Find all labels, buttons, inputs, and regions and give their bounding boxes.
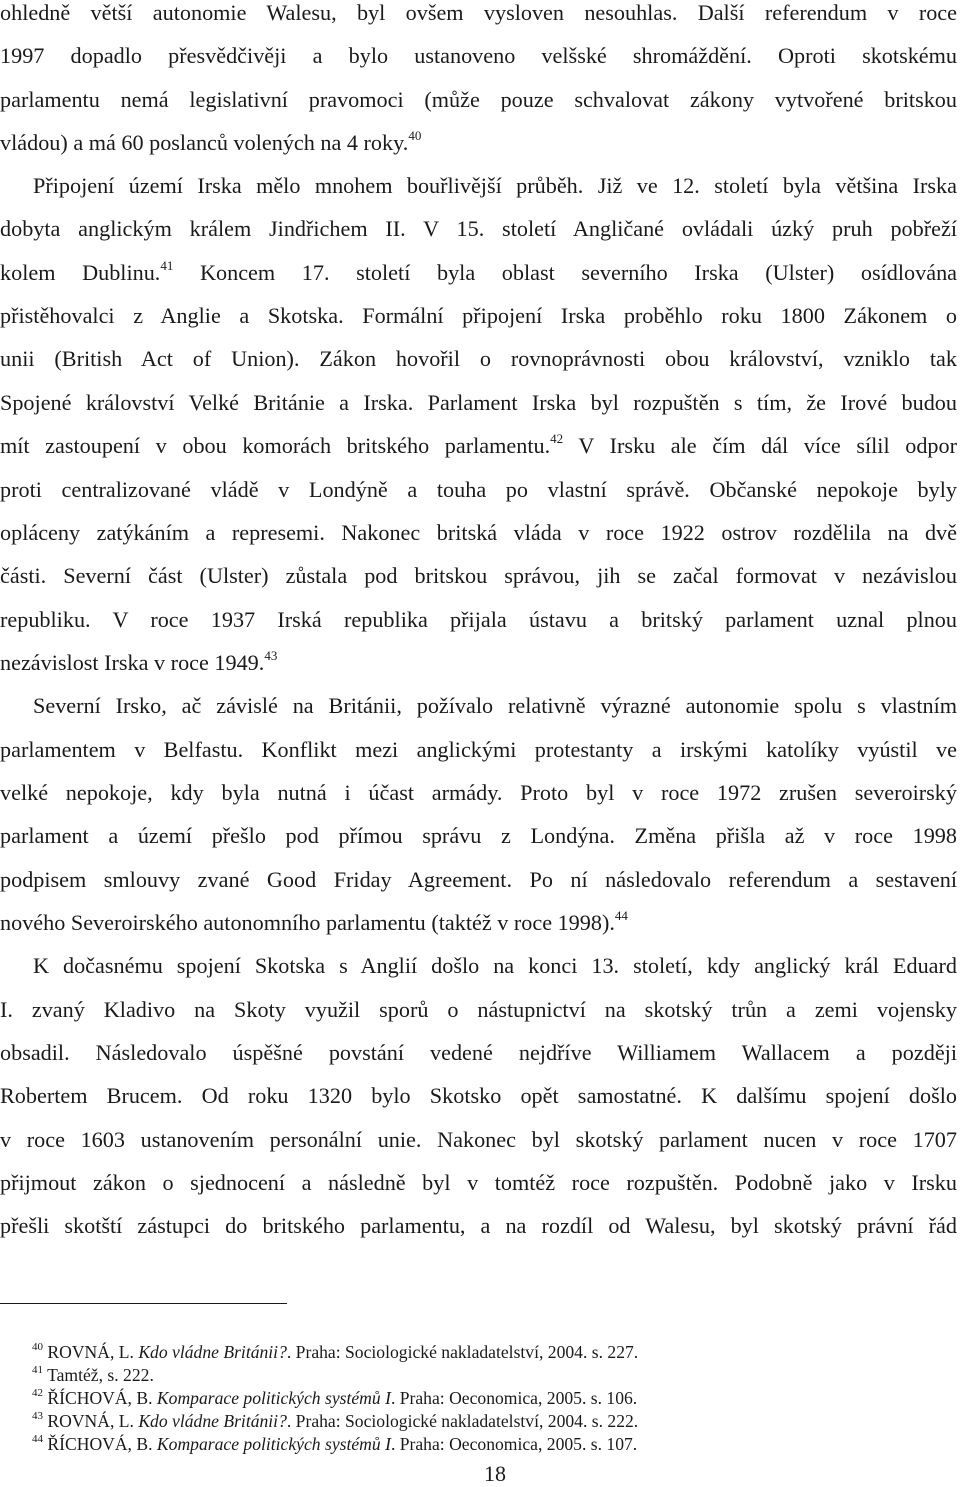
body-line: přistěhovalci z Anglie a Skotska. Formální připojení Irska proběhlo roku 1800 Zákonem o [0, 303, 957, 328]
footnote: $^{44}$ ŘÍCHOVÁ, B. Komparace politických systémů I. Praha: Oeconomica, 2005. s. 107. [32, 1433, 638, 1454]
body-line: Robertem Brucem. Od roku 1320 bylo Skotsko opět samostatné. K dalšímu spojení došlo [0, 1083, 957, 1108]
footnote-ref: 41 [160, 257, 174, 273]
body-line: opláceny zatýkáním a represemi. Nakonec britská vláda v roce 1922 ostrov rozdělila na dvě [0, 520, 957, 545]
body-line: kolem Dublinu.$^{41}$ Koncem 17. století byla oblast severního Irska (Ulster) osídlována [0, 257, 958, 285]
body-line: parlamentu nemá legislativní pravomoci (může pouze schvalovat zákony vytvořené britskou [0, 87, 957, 112]
footnote-ref: 43 [264, 647, 278, 663]
body-line: Připojení území Irska mělo mnohem bouřlivější průběh. Již ve 12. století byla většina Irska [33, 173, 957, 198]
footnote-separator [0, 1303, 287, 1304]
footnote-ref: 40 [408, 127, 422, 143]
body-line: unii (British Act of Union). Zákon hovořil o rovnoprávnosti obou království, vzniklo tak [0, 346, 957, 371]
body-line: K dočasnému spojení Skotska s Anglií došlo na konci 13. století, kdy anglický král Eduard [33, 953, 957, 978]
body-line: mít zastoupení v obou komorách britského parlamentu.$^{42}$ V Irsku ale čím dál více sílil odpor [0, 430, 957, 458]
body-line: v roce 1603 ustanovením personální unie. Nakonec byl skotský parlament nucen v roce 1707 [0, 1127, 957, 1152]
body-line: parlament a území přešlo pod přímou správu z Londýna. Změna přišla až v roce 1998 [0, 823, 957, 848]
body-line: 1997 dopadlo přesvědčivěji a bylo ustanoveno velšské shromáždění. Oproti skotskému [0, 43, 957, 68]
body-line: dobyta anglickým králem Jindřichem II. V 15. století Angličané ovládali úzký pruh pobřeží [0, 216, 957, 241]
footnote: $^{41}$ Tamtéž, s. 222. [32, 1364, 154, 1385]
body-line: Severní Irsko, ač závislé na Británii, požívalo relativně výrazné autonomie spolu s vlastním [33, 693, 957, 718]
body-line: Spojené království Velké Británie a Irska. Parlament Irska byl rozpuštěn s tím, že Irové budou [0, 390, 957, 415]
footnote: $^{40}$ ROVNÁ, L. Kdo vládne Británii?. Praha: Sociologické nakladatelství, 2004. s. 227. [32, 1341, 639, 1362]
footnote-ref: 44 [614, 907, 628, 923]
body-line: přijmout zákon o sjednocení a následně byl v tomtéž roce rozpuštěn. Podobně jako v Irsku [0, 1170, 957, 1195]
body-line: ohledně větší autonomie Walesu, byl ovšem vysloven nesouhlas. Další referendum v roce [0, 0, 957, 25]
body-line: I. zvaný Kladivo na Skoty využil sporů o nástupnictví na skotský trůn a zemi vojensky [0, 997, 957, 1022]
footnote: $^{43}$ ROVNÁ, L. Kdo vládne Británii?. Praha: Sociologické nakladatelství, 2004. s. 222. [32, 1410, 639, 1431]
body-line: velké nepokoje, kdy byla nutná i účast armády. Proto byl v roce 1972 zrušen severoirský [0, 780, 957, 805]
body-line: nezávislost Irska v roce 1949.43 [0, 647, 278, 675]
body-line: podpisem smlouvy zvané Good Friday Agreement. Po ní následovalo referendum a sestavení [0, 867, 957, 892]
body-line: republiku. V roce 1937 Irská republika přijala ústavu a britský parlament uznal plnou [0, 607, 957, 632]
body-line: části. Severní část (Ulster) zůstala pod britskou správou, jih se začal formovat v nezávislou [0, 563, 957, 588]
body-line: vládou) a má 60 poslanců volených na 4 roky.$^{40}$ [0, 127, 422, 155]
body-line: proti centralizované vládě v Londýně a touha po vlastní správě. Občanské nepokoje byly [0, 477, 957, 502]
footnote-ref: 42 [550, 430, 564, 446]
footnote: $^{42}$ ŘÍCHOVÁ, B. Komparace politických systémů I. Praha: Oeconomica, 2005. s. 106. [32, 1387, 638, 1408]
body-line: nového Severoirského autonomního parlamentu (taktéž v roce 1998).$^{44}$ [0, 907, 628, 935]
body-line: přešli skotští zástupci do britského parlamentu, a na rozdíl od Walesu, byl skotský právní řád [0, 1213, 957, 1238]
body-line: obsadil. Následovalo úspěšné povstání vedené nejdříve Williamem Wallacem a později [0, 1040, 957, 1065]
page-number: 18 [484, 1461, 506, 1486]
body-line: parlamentem v Belfastu. Konflikt mezi anglickými protestanty a irskými katolíky vyústil ve [0, 737, 957, 762]
